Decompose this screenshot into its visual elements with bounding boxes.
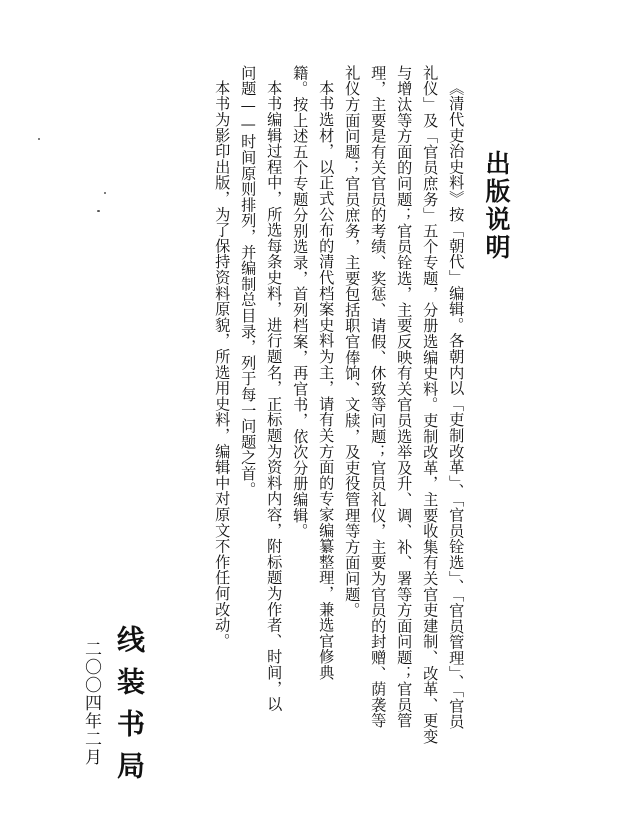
publication-date: 二〇〇四年二月	[81, 640, 101, 766]
text-column-9: 问题——时间原则排列，并编制总目录，列于每一问题之首。	[239, 65, 258, 498]
text-column-2: 礼仪」及「官员庶务」五个专题，分册选编史料。吏制改革，主要收集有关官吏建制、改革、更变	[421, 65, 440, 745]
text-column-8: 本书编辑过程中，所选每条史料，进行题名，正标题为资料内容，附标题为作者、时间，以	[265, 80, 284, 712]
page-title: 出版说明	[482, 150, 511, 262]
text-column-5: 礼仪方面问题；官员庶务，主要包括职官俸饷、文牍，及吏役管理等方面问题。	[343, 65, 362, 618]
publisher-signature: 线装书局	[113, 625, 146, 793]
text-column-1: 《清代吏治史料》按「朝代」编辑。各朝内以「吏制改革」、「官员铨选」、「官员管理」、「官员	[447, 80, 466, 730]
text-column-3: 与增汰等方面的问题；官员铨选，主要反映有关官员选举及升、调、补、署等方面问题；官员管	[395, 65, 414, 729]
scan-speck	[38, 138, 40, 140]
scan-speck	[104, 192, 106, 194]
text-column-7: 籍。按上述五个专题分别选录，首列档案，再官书，依次分册编辑。	[291, 65, 310, 539]
scan-speck	[97, 210, 100, 212]
text-column-4: 理，主要是有关官员的考绩、奖惩、请假、休致等问题；官员礼仪，主要为官员的封赠、荫袭等	[369, 65, 388, 729]
text-column-10: 本书为影印出版，为了保持资料原貌，所选用史料，编辑中对原文不作任何改动。	[213, 80, 232, 649]
text-column-6: 本书选材，以正式公布的清代档案史料为主，请有关方面的专家编纂整理，兼选官修典	[317, 80, 336, 681]
